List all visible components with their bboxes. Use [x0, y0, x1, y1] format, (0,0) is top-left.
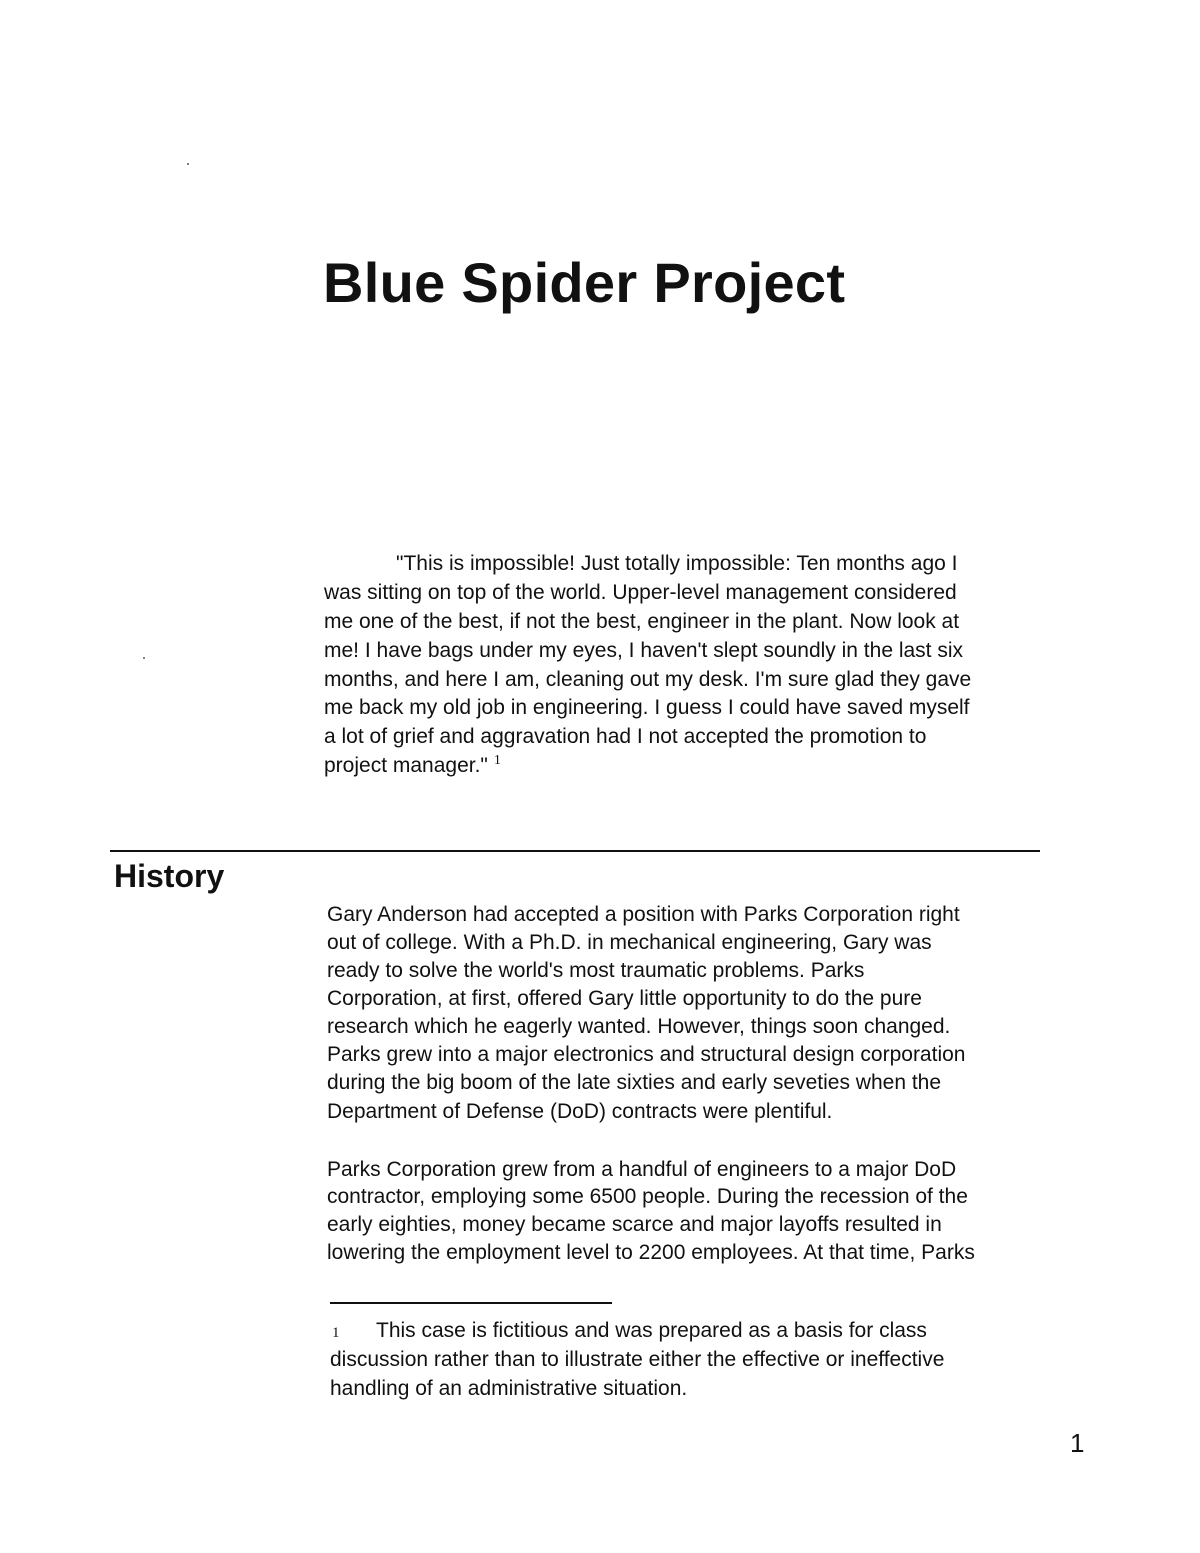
footnote-line: discussion rather than to illustrate either the effective or ineffective	[330, 1348, 945, 1371]
section-divider	[110, 850, 1040, 852]
quote-line: "This is impossible! Just totally impossible: Ten months ago I	[396, 552, 958, 575]
quote-line: me one of the best, if not the best, engineer in the plant. Now look at	[324, 610, 960, 633]
quote-line: a lot of grief and aggravation had I not accepted the promotion to	[324, 725, 927, 748]
page-number: 1	[1070, 1428, 1085, 1458]
quote-line: me! I have bags under my eyes, I haven't slept soundly in the last six	[324, 639, 964, 662]
quote-line-last	[324, 752, 501, 780]
document-title: Blue Spider Project	[323, 251, 846, 314]
paragraph-line: during the big boom of the late sixties and early seveties when the	[327, 1071, 942, 1094]
quote-line: project manager."	[324, 754, 488, 777]
paragraph-line: lowering the employment level to 2200 employees. At that time, Parks	[327, 1241, 975, 1264]
quote-line: months, and here I am, cleaning out my desk. I'm sure glad they gave	[324, 668, 972, 691]
footnote-line: handling of an administrative situation.	[330, 1377, 688, 1400]
paragraph-line: contractor, employing some 6500 people. During the recession of the	[327, 1185, 968, 1208]
paragraph-line: early eighties, money became scarce and major layoffs resulted in	[327, 1213, 942, 1236]
paragraph-line: out of college. With a Ph.D. in mechanical engineering, Gary was	[327, 931, 932, 954]
footnote-separator	[330, 1302, 612, 1304]
scan-speck	[187, 163, 189, 165]
quote-line: was sitting on top of the world. Upper-level management considered	[324, 581, 957, 604]
scan-speck	[143, 657, 145, 659]
paragraph-line: Corporation, at first, offered Gary little opportunity to do the pure	[327, 987, 922, 1010]
footnote-reference: 1	[493, 753, 501, 768]
paragraph-line: Gary Anderson had accepted a position with Parks Corporation right	[327, 903, 960, 926]
section-heading-history: History	[114, 858, 225, 894]
paragraph-line: research which he eagerly wanted. However, things soon changed.	[327, 1015, 951, 1038]
paragraph-line: ready to solve the world's most traumatic problems. Parks	[327, 959, 865, 982]
footnote-number: 1	[332, 1325, 340, 1341]
quote-line: me back my old job in engineering. I guess I could have saved myself	[324, 696, 970, 719]
paragraph-line: Department of Defense (DoD) contracts were plentiful.	[327, 1100, 833, 1123]
paragraph-line: Parks grew into a major electronics and structural design corporation	[327, 1043, 966, 1066]
footnote-line: This case is fictitious and was prepared as a basis for class	[376, 1319, 927, 1342]
paragraph-line: Parks Corporation grew from a handful of engineers to a major DoD	[327, 1158, 957, 1181]
